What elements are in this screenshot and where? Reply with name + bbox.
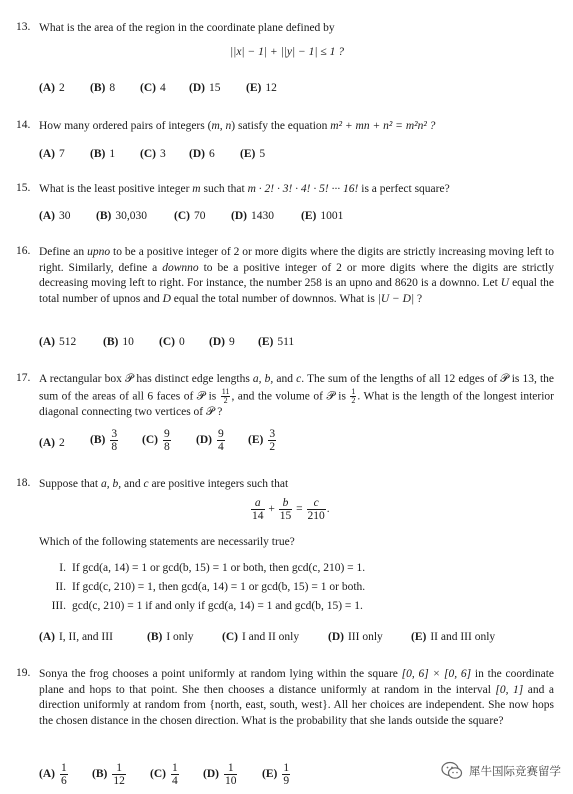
problem-stem: What is the area of the region in the coordinate plane defined by bbox=[39, 22, 335, 34]
choice-e: (E) $\frac{1}{9}$ bbox=[262, 762, 290, 788]
choice-b: (B) 1 bbox=[90, 148, 116, 160]
choice-e: (E) 12 bbox=[246, 82, 277, 94]
problem-17 bbox=[16, 372, 555, 454]
choice-d: (D) 1430 bbox=[231, 210, 274, 222]
choice-d: (D) 6 bbox=[189, 148, 215, 160]
choice-b: (B) 30,030 bbox=[96, 210, 147, 222]
choice-a: (A) 512 bbox=[39, 336, 77, 348]
problem-16 bbox=[16, 245, 554, 348]
choice-c: (C) 3 bbox=[140, 148, 166, 160]
fraction-one-half: $\frac{1}{2}$ bbox=[351, 386, 356, 405]
problem-number: 13. bbox=[16, 21, 31, 33]
choice-b: (B) 8 bbox=[90, 82, 116, 94]
choice-e: (E) $\frac{3}{2}$ bbox=[248, 428, 276, 454]
problem-stem: A rectangular box 𝒫 has distinct edge lengths a, b, and c. The sum of the lengths of all 12 edges of 𝒫 is 13, the sum of the areas of all 6 faces of 𝒫 is $\frac{11}{2}$ , and the volume of 𝒫 is $\frac{1}{2}$ . What is the length of the longest interior diagonal connecting two vertices of 𝒫 ? bbox=[39, 373, 555, 419]
fraction: $\frac{1}{10}$ bbox=[224, 762, 237, 788]
choice-a: (A) 30 bbox=[39, 210, 71, 222]
problem-13 bbox=[16, 21, 554, 94]
display-equation: $\frac{a}{14}$ + $\frac{b}{15}$ = $\frac{c}{210}$ . bbox=[252, 497, 330, 523]
problem-stem: Define an upno to be a positive integer of 2 or more digits where the digits are strictly increasing moving left to right. Similarly, define a downno to be a positive integer of 2 or more digits where the digits are strictly decreasing moving left to right. For instance, the number 258 is an upno and 8620 is a downno. Let U equal the total number of upnos and D equal the total number of downnos. What is |U − D| ? bbox=[39, 246, 554, 305]
choice-d: (D) $\frac{1}{10}$ bbox=[203, 762, 237, 788]
choice-b: (B) $\frac{1}{12}$ bbox=[92, 762, 125, 788]
choice-a: (A) $\frac{1}{6}$ bbox=[39, 762, 67, 788]
fraction: $\frac{1}{6}$ bbox=[60, 762, 67, 788]
choice-e: (E) II and III only bbox=[411, 631, 496, 643]
statement-3: III. gcd(c, 210) = 1 if and only if gcd(a, 14) = 1 and gcd(b, 15) = 1. bbox=[51, 600, 363, 612]
problem-number: 17. bbox=[16, 372, 31, 384]
choice-d: (D) 15 bbox=[189, 82, 221, 94]
problem-stem: How many ordered pairs of integers (m, n) satisfy the equation m² + mn + n² = m²n² ? bbox=[39, 120, 436, 132]
fraction: $\frac{3}{2}$ bbox=[269, 428, 276, 454]
fraction: $\frac{9}{4}$ bbox=[217, 428, 224, 454]
choice-e: (E) 5 bbox=[240, 148, 266, 160]
choice-b: (B) I only bbox=[147, 631, 194, 643]
choice-c: (C) I and II only bbox=[222, 631, 300, 643]
choice-a: (A) 7 bbox=[39, 148, 65, 160]
choice-c: (C) $\frac{1}{4}$ bbox=[150, 762, 178, 788]
fraction: $\frac{1}{4}$ bbox=[171, 762, 178, 788]
problem-number: 15. bbox=[16, 182, 31, 194]
problem-stem: What is the least positive integer m such that m · 2! · 3! · 4! · 5! ··· 16! is a perfect square? bbox=[39, 183, 450, 195]
fraction: $\frac{9}{8}$ bbox=[163, 428, 170, 454]
watermark-text: 犀牛国际竞赛留学 bbox=[469, 764, 561, 778]
choice-b: (B) $\frac{3}{8}$ bbox=[90, 428, 118, 454]
statement-2: II. If gcd(c, 210) = 1, then gcd(a, 14) = 1 or gcd(b, 15) = 1 or both. bbox=[55, 581, 366, 593]
choice-d: (D) III only bbox=[328, 631, 383, 643]
watermark bbox=[441, 757, 561, 785]
choice-a: (A) I, II, and III bbox=[39, 631, 113, 643]
problem-number: 19. bbox=[16, 667, 31, 679]
problem-number: 18. bbox=[16, 477, 31, 489]
choice-d: (D) $\frac{9}{4}$ bbox=[196, 428, 224, 454]
choice-c: (C) 0 bbox=[159, 336, 185, 348]
choice-c: (C) 4 bbox=[140, 82, 166, 94]
question-text: Which of the following statements are necessarily true? bbox=[39, 536, 295, 548]
problem-number: 14. bbox=[16, 119, 31, 131]
fraction: $\frac{1}{12}$ bbox=[113, 762, 125, 788]
fraction-eleven-halves: $\frac{11}{2}$ bbox=[221, 386, 230, 405]
problem-stem: Sonya the frog chooses a point uniformly at random lying within the square [0, 6] × [0, 6] in the coordinate plane and hops to that point. She then chooses a distance uniformly at random in the interval [0, 1] and a direction uniformly at random from {north, east, south, west}. All her choices are independent. She now hops the chosen distance in the chosen direction. What is the probability that she lands outside the square? bbox=[39, 668, 554, 727]
choice-b: (B) 10 bbox=[103, 336, 134, 348]
fraction: $\frac{1}{9}$ bbox=[283, 762, 290, 788]
choice-a: (A) 2 bbox=[39, 82, 65, 94]
choice-c: (C) $\frac{9}{8}$ bbox=[142, 428, 170, 454]
choice-e: (E) 1001 bbox=[301, 210, 344, 222]
choice-d: (D) 9 bbox=[209, 336, 235, 348]
statement-1: I. If gcd(a, 14) = 1 or gcd(b, 15) = 1 or both, then gcd(c, 210) = 1. bbox=[59, 562, 366, 574]
problem-18 bbox=[16, 477, 554, 643]
expression: m · 2! · 3! · 4! · 5! ··· 16! bbox=[247, 183, 359, 195]
choice-a: (A) 2 bbox=[39, 437, 65, 449]
choice-c: (C) 70 bbox=[174, 210, 206, 222]
display-equation: ||x| − 1| + ||y| − 1| ≤ 1 ? bbox=[230, 46, 344, 58]
wechat-icon bbox=[441, 761, 463, 781]
equation: m² + mn + n² = m²n² ? bbox=[330, 120, 436, 132]
problem-15 bbox=[16, 182, 554, 222]
problem-14 bbox=[16, 119, 554, 160]
problem-number: 16. bbox=[16, 245, 31, 257]
fraction: $\frac{3}{8}$ bbox=[111, 428, 118, 454]
choice-e: (E) 511 bbox=[258, 336, 295, 348]
problem-stem: Suppose that a, b, and c are positive integers such that bbox=[39, 478, 289, 490]
